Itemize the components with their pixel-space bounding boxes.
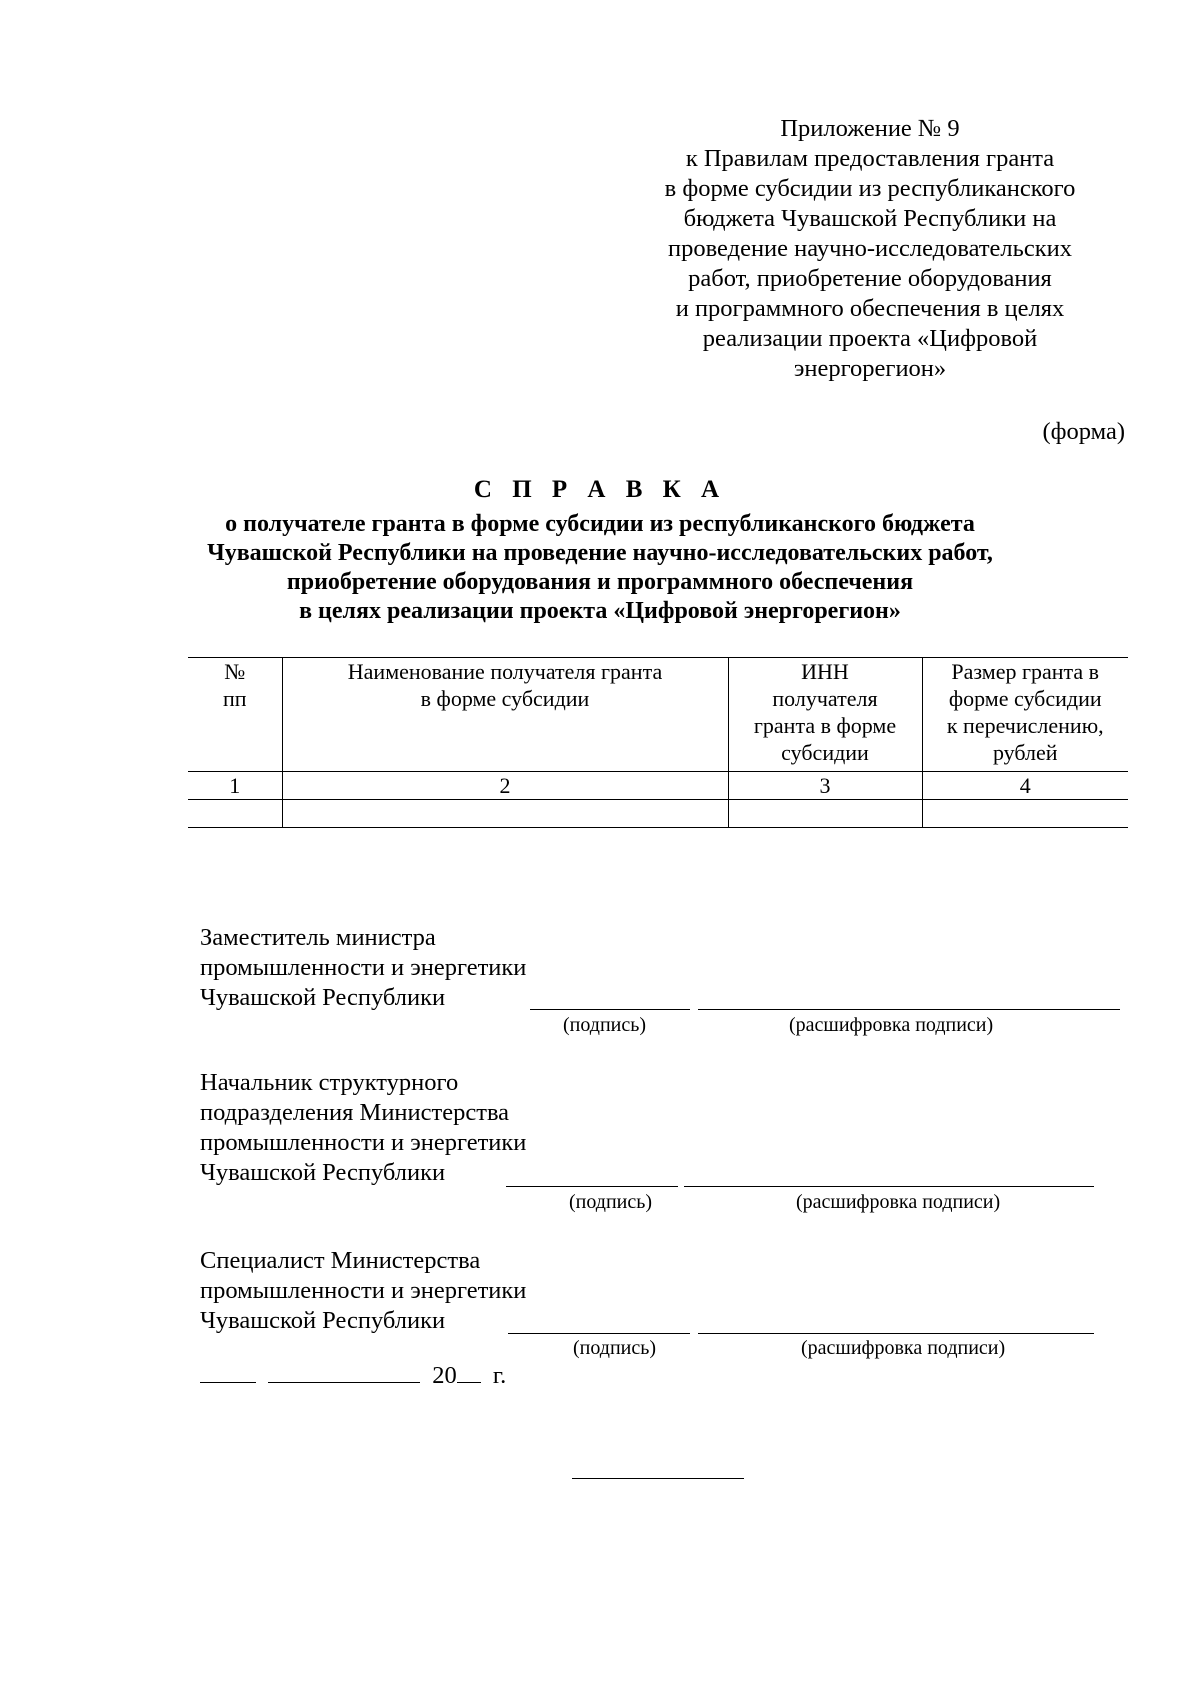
date-year-suffix: г. (492, 1362, 507, 1389)
signer-line: промышленности и энергетики (200, 954, 527, 981)
signature-decode-caption: (расшифровка подписи) (796, 1191, 1001, 1213)
appendix-line: бюджета Чувашской Республики на (683, 205, 1057, 232)
header-text: к перечислению, (946, 713, 1104, 738)
table-row (188, 800, 1128, 828)
signature-decode-line[interactable] (698, 1333, 1094, 1334)
header-text: рублей (992, 740, 1058, 765)
signer-line: Специалист Министерства (200, 1247, 481, 1274)
table-cell[interactable] (922, 800, 1128, 828)
signature-decode-caption: (расшифровка подписи) (801, 1337, 1006, 1359)
end-separator-line (572, 1478, 744, 1479)
signer-line: Заместитель министра (200, 924, 436, 951)
signature-decode-line[interactable] (698, 1009, 1120, 1010)
signature-caption: (подпись) (563, 1014, 647, 1036)
header-cell-grant-amount (922, 658, 1128, 772)
document-subtitle (150, 510, 1050, 626)
table-cell[interactable] (728, 800, 922, 828)
appendix-line: проведение научно-исследовательских (668, 235, 1072, 262)
signer-line: подразделения Министерства (200, 1099, 510, 1126)
header-text: форме субсидии (948, 686, 1102, 711)
date-month-blank[interactable] (268, 1360, 420, 1383)
appendix-line: реализации проекта «Цифровой (702, 325, 1038, 352)
header-cell-inn (728, 658, 922, 772)
signer-specialist (200, 1246, 526, 1336)
signer-line: Чувашской Республики (200, 984, 446, 1011)
appendix-line: к Правилам предоставления гранта (685, 145, 1055, 172)
appendix-line: работ, приобретение оборудования (688, 265, 1052, 292)
signature-decode-line[interactable] (684, 1186, 1094, 1187)
table-cell[interactable] (188, 800, 282, 828)
date-line (200, 1360, 506, 1390)
header-text: гранта в форме (753, 713, 897, 738)
subtitle-line: о получателе гранта в форме субсидии из республиканского бюджета (225, 511, 975, 537)
header-text: субсидии (781, 740, 869, 765)
appendix-line: в форме субсидии из республиканского (664, 175, 1076, 202)
column-number: 1 (188, 772, 282, 800)
signature-decode-caption: (расшифровка подписи) (789, 1014, 994, 1036)
signer-line: промышленности и энергетики (200, 1129, 527, 1156)
signer-line: Чувашской Республики (200, 1159, 446, 1186)
header-text: в форме субсидии (420, 686, 590, 711)
table-cell[interactable] (282, 800, 728, 828)
subtitle-line: Чувашской Республики на проведение научно-исследовательских работ, (207, 540, 993, 566)
recipient-table (188, 657, 1128, 828)
header-text: № (224, 659, 246, 684)
header-text: пп (222, 686, 247, 711)
signature-line[interactable] (506, 1186, 678, 1187)
signature-caption: (подпись) (569, 1191, 653, 1213)
header-text: Размер гранта в (951, 659, 1100, 684)
date-year-prefix: 20 (432, 1362, 457, 1389)
header-cell-number (188, 658, 282, 772)
signature-line[interactable] (530, 1009, 690, 1010)
signer-deputy-minister (200, 923, 526, 1013)
signer-department-head (200, 1068, 526, 1188)
signer-line: Чувашской Республики (200, 1307, 446, 1334)
column-number: 3 (728, 772, 922, 800)
subtitle-line: в целях реализации проекта «Цифровой энергорегион» (299, 598, 901, 624)
table-number-row (188, 772, 1128, 800)
subtitle-line: приобретение оборудования и программного обеспечения (286, 569, 914, 595)
table-header-row (188, 658, 1128, 772)
appendix-line: Приложение № 9 (780, 115, 960, 142)
column-number: 2 (282, 772, 728, 800)
signature-caption: (подпись) (573, 1337, 657, 1359)
header-text: Наименование получателя гранта (347, 659, 663, 684)
document-title: С П Р А В К А (473, 476, 727, 503)
signature-line[interactable] (508, 1333, 690, 1334)
form-label: (форма) (1042, 418, 1125, 445)
header-text: получателя (772, 686, 878, 711)
header-cell-recipient-name (282, 658, 728, 772)
column-number: 4 (922, 772, 1128, 800)
appendix-line: и программного обеспечения в целях (675, 295, 1065, 322)
appendix-header (620, 114, 1120, 384)
header-text: ИНН (801, 659, 849, 684)
date-year-blank[interactable] (457, 1360, 481, 1383)
date-day-blank[interactable] (200, 1360, 256, 1383)
appendix-line: энергорегион» (793, 355, 947, 382)
signer-line: Начальник структурного (200, 1069, 459, 1096)
signer-line: промышленности и энергетики (200, 1277, 527, 1304)
